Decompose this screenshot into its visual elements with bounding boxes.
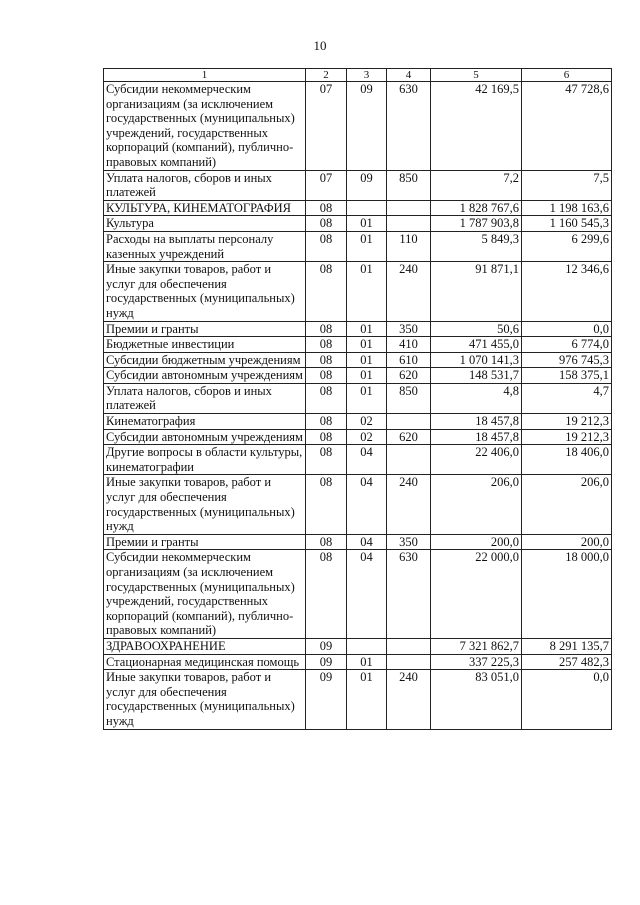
row-name-cell: Субсидии бюджетным учреждениям: [104, 352, 306, 368]
amount-col6-cell: 976 745,3: [522, 352, 612, 368]
section-code-cell: 08: [306, 352, 347, 368]
expense-type-cell: 350: [387, 534, 431, 550]
table-row: [104, 368, 612, 384]
table-row: [104, 352, 612, 368]
row-name-cell: Субсидии некоммерческим организациям (за исключением государственных (муниципальных) учреждений, государственных корпораций (компаний), публично-правовых компаний): [104, 550, 306, 639]
expense-type-cell: [387, 414, 431, 430]
subsection-code-cell: 04: [347, 534, 387, 550]
subsection-code-cell: 01: [347, 670, 387, 729]
table-row: [104, 475, 612, 534]
row-name-cell: Премии и гранты: [104, 321, 306, 337]
table-row: [104, 262, 612, 321]
row-name-cell: Уплата налогов, сборов и иных платежей: [104, 383, 306, 413]
amount-col5-cell: 1 070 141,3: [431, 352, 522, 368]
expense-type-cell: [387, 638, 431, 654]
amount-col6-cell: 8 291 135,7: [522, 638, 612, 654]
amount-col5-cell: 1 787 903,8: [431, 216, 522, 232]
table-row: [104, 445, 612, 475]
column-header: 6: [522, 69, 612, 82]
amount-col5-cell: 22 000,0: [431, 550, 522, 639]
table-row: [104, 550, 612, 639]
subsection-code-cell: 04: [347, 550, 387, 639]
section-code-cell: 08: [306, 383, 347, 413]
amount-col5-cell: 200,0: [431, 534, 522, 550]
amount-col5-cell: 83 051,0: [431, 670, 522, 729]
amount-col6-cell: 19 212,3: [522, 429, 612, 445]
row-name-cell: Уплата налогов, сборов и иных платежей: [104, 170, 306, 200]
row-name-cell: Расходы на выплаты персоналу казенных учреждений: [104, 231, 306, 261]
amount-col5-cell: 7 321 862,7: [431, 638, 522, 654]
subsection-code-cell: 01: [347, 654, 387, 670]
section-code-cell: 09: [306, 670, 347, 729]
table-row: [104, 170, 612, 200]
subsection-code-cell: 01: [347, 383, 387, 413]
subsection-code-cell: 01: [347, 321, 387, 337]
expense-type-cell: 240: [387, 475, 431, 534]
subsection-code-cell: 04: [347, 445, 387, 475]
table-row: [104, 670, 612, 729]
row-name-cell: Иные закупки товаров, работ и услуг для обеспечения государственных (муниципальных) нужд: [104, 670, 306, 729]
amount-col5-cell: 4,8: [431, 383, 522, 413]
expense-type-cell: [387, 216, 431, 232]
amount-col6-cell: 158 375,1: [522, 368, 612, 384]
expense-type-cell: 240: [387, 670, 431, 729]
row-name-cell: Субсидии некоммерческим организациям (за исключением государственных (муниципальных) учреждений, государственных корпораций (компаний), публично-правовых компаний): [104, 82, 306, 171]
amount-col5-cell: 50,6: [431, 321, 522, 337]
expense-type-cell: 850: [387, 383, 431, 413]
section-code-cell: 07: [306, 170, 347, 200]
section-code-cell: 08: [306, 429, 347, 445]
table-row: [104, 638, 612, 654]
amount-col5-cell: 471 455,0: [431, 337, 522, 353]
table-row: [104, 200, 612, 216]
column-header: 3: [347, 69, 387, 82]
section-code-cell: 08: [306, 216, 347, 232]
subsection-code-cell: 01: [347, 216, 387, 232]
amount-col6-cell: 18 406,0: [522, 445, 612, 475]
subsection-code-cell: 09: [347, 170, 387, 200]
amount-col6-cell: 257 482,3: [522, 654, 612, 670]
amount-col6-cell: 18 000,0: [522, 550, 612, 639]
amount-col6-cell: 0,0: [522, 670, 612, 729]
subsection-code-cell: 01: [347, 337, 387, 353]
subsection-code-cell: [347, 200, 387, 216]
row-name-cell: Стационарная медицинская помощь: [104, 654, 306, 670]
table-row: [104, 216, 612, 232]
column-header: 4: [387, 69, 431, 82]
header-row: [104, 69, 612, 82]
amount-col6-cell: 6 774,0: [522, 337, 612, 353]
expense-type-cell: 410: [387, 337, 431, 353]
amount-col6-cell: 47 728,6: [522, 82, 612, 171]
section-code-cell: 08: [306, 550, 347, 639]
amount-col6-cell: 12 346,6: [522, 262, 612, 321]
expense-type-cell: [387, 654, 431, 670]
table-row: [104, 383, 612, 413]
section-code-cell: 08: [306, 445, 347, 475]
table-row: [104, 429, 612, 445]
row-name-cell: Бюджетные инвестиции: [104, 337, 306, 353]
amount-col6-cell: 19 212,3: [522, 414, 612, 430]
amount-col5-cell: 7,2: [431, 170, 522, 200]
subsection-code-cell: 02: [347, 414, 387, 430]
subsection-code-cell: 01: [347, 231, 387, 261]
section-code-cell: 08: [306, 321, 347, 337]
amount-col5-cell: 1 828 767,6: [431, 200, 522, 216]
amount-col6-cell: 6 299,6: [522, 231, 612, 261]
table-row: [104, 654, 612, 670]
section-code-cell: 07: [306, 82, 347, 171]
page-number: 10: [313, 38, 327, 53]
expense-type-cell: 620: [387, 368, 431, 384]
expense-type-cell: [387, 200, 431, 216]
row-name-cell: ЗДРАВООХРАНЕНИЕ: [104, 638, 306, 654]
amount-col5-cell: 148 531,7: [431, 368, 522, 384]
amount-col6-cell: 7,5: [522, 170, 612, 200]
expense-type-cell: [387, 445, 431, 475]
table-row: [104, 337, 612, 353]
amount-col6-cell: 206,0: [522, 475, 612, 534]
amount-col6-cell: 4,7: [522, 383, 612, 413]
expense-type-cell: 610: [387, 352, 431, 368]
amount-col6-cell: 1 160 545,3: [522, 216, 612, 232]
amount-col5-cell: 206,0: [431, 475, 522, 534]
subsection-code-cell: 09: [347, 82, 387, 171]
amount-col5-cell: 42 169,5: [431, 82, 522, 171]
table-row: [104, 231, 612, 261]
column-header: 1: [104, 69, 306, 82]
subsection-code-cell: 04: [347, 475, 387, 534]
column-header: 5: [431, 69, 522, 82]
budget-table: [103, 68, 612, 730]
row-name-cell: Субсидии автономным учреждениям: [104, 368, 306, 384]
section-code-cell: 08: [306, 475, 347, 534]
row-name-cell: Субсидии автономным учреждениям: [104, 429, 306, 445]
amount-col6-cell: 1 198 163,6: [522, 200, 612, 216]
section-code-cell: 08: [306, 231, 347, 261]
table-row: [104, 414, 612, 430]
row-name-cell: Иные закупки товаров, работ и услуг для обеспечения государственных (муниципальных) нужд: [104, 475, 306, 534]
subsection-code-cell: 01: [347, 368, 387, 384]
amount-col6-cell: 200,0: [522, 534, 612, 550]
section-code-cell: 08: [306, 200, 347, 216]
amount-col5-cell: 18 457,8: [431, 414, 522, 430]
expense-type-cell: 620: [387, 429, 431, 445]
expense-type-cell: 630: [387, 82, 431, 171]
subsection-code-cell: [347, 638, 387, 654]
expense-type-cell: 630: [387, 550, 431, 639]
row-name-cell: Другие вопросы в области культуры, кинематографии: [104, 445, 306, 475]
amount-col6-cell: 0,0: [522, 321, 612, 337]
expense-type-cell: 240: [387, 262, 431, 321]
row-name-cell: Иные закупки товаров, работ и услуг для обеспечения государственных (муниципальных) нужд: [104, 262, 306, 321]
expense-type-cell: 850: [387, 170, 431, 200]
row-name-cell: КУЛЬТУРА, КИНЕМАТОГРАФИЯ: [104, 200, 306, 216]
expense-type-cell: 350: [387, 321, 431, 337]
section-code-cell: 08: [306, 414, 347, 430]
row-name-cell: Премии и гранты: [104, 534, 306, 550]
subsection-code-cell: 01: [347, 262, 387, 321]
amount-col5-cell: 337 225,3: [431, 654, 522, 670]
section-code-cell: 09: [306, 654, 347, 670]
subsection-code-cell: 02: [347, 429, 387, 445]
table-row: [104, 82, 612, 171]
table-row: [104, 534, 612, 550]
section-code-cell: 08: [306, 534, 347, 550]
amount-col5-cell: 5 849,3: [431, 231, 522, 261]
amount-col5-cell: 18 457,8: [431, 429, 522, 445]
section-code-cell: 08: [306, 337, 347, 353]
row-name-cell: Кинематография: [104, 414, 306, 430]
amount-col5-cell: 91 871,1: [431, 262, 522, 321]
section-code-cell: 08: [306, 262, 347, 321]
column-header: 2: [306, 69, 347, 82]
subsection-code-cell: 01: [347, 352, 387, 368]
table-row: [104, 321, 612, 337]
amount-col5-cell: 22 406,0: [431, 445, 522, 475]
section-code-cell: 09: [306, 638, 347, 654]
section-code-cell: 08: [306, 368, 347, 384]
row-name-cell: Культура: [104, 216, 306, 232]
table-body: [104, 82, 612, 730]
expense-type-cell: 110: [387, 231, 431, 261]
